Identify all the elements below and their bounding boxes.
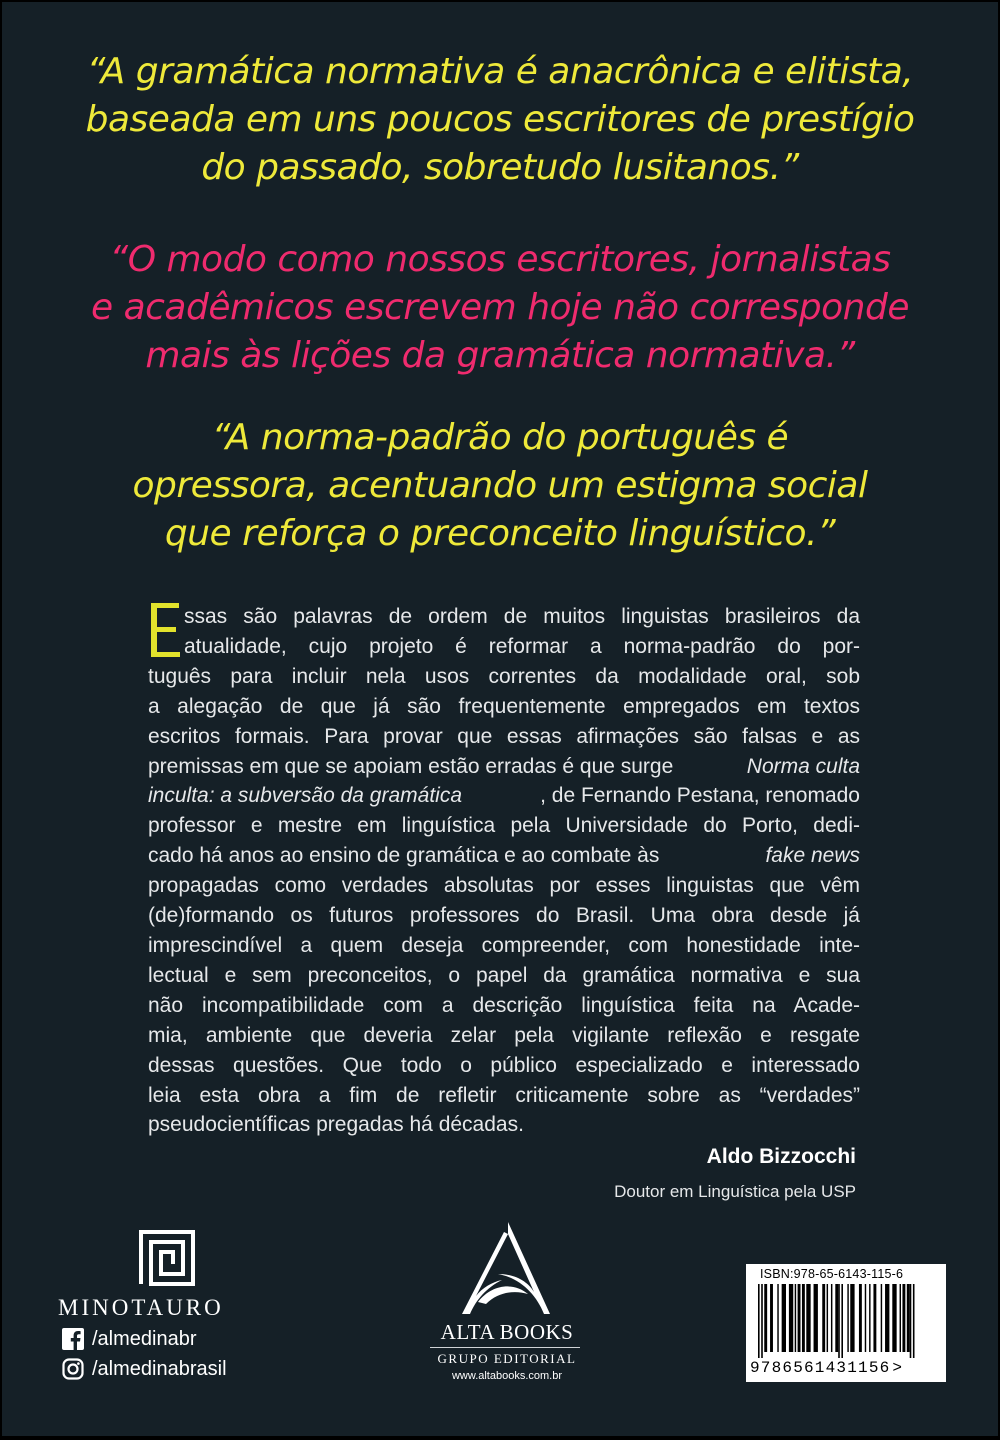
- facebook-icon: [62, 1328, 84, 1350]
- barcode-bar: [847, 1284, 848, 1352]
- barcode-bar: [859, 1284, 862, 1352]
- quote-2-line: mais às lições da gramática normativa.”: [145, 335, 855, 376]
- barcode-bar: [900, 1284, 901, 1352]
- quote-3: [2, 414, 998, 558]
- book-title-italic: Norma culta: [746, 754, 860, 778]
- instagram-icon: [62, 1358, 84, 1380]
- isbn-label: ISBN:978-65-6143-115-6: [760, 1267, 904, 1281]
- blurb-line: não incompatibilidade com a descrição linguística feita na Acade-: [148, 993, 860, 1017]
- barcode-digits: 9786561431156: [750, 1359, 891, 1377]
- blurb-paragraph: [148, 602, 860, 1140]
- divider: [430, 1347, 580, 1348]
- blurb-line: professor e mestre em linguística pela Universidade do Porto, dedi-: [148, 814, 860, 838]
- quote-2: [2, 236, 998, 380]
- barcode-quiet-mark: >: [892, 1359, 904, 1377]
- barcode-bar: [806, 1284, 810, 1352]
- barcode-bar: [798, 1284, 801, 1352]
- blurb-line: tuguês para incluir nela usos correntes da modalidade oral, sob: [148, 664, 860, 688]
- fake-news-italic: fake news: [765, 844, 860, 868]
- blurb-line: dessas questões. Que todo o público especializado e interessado: [148, 1053, 860, 1077]
- blurb-line: [148, 841, 860, 871]
- barcode-bar: [789, 1284, 793, 1352]
- barcode-bar: [802, 1284, 805, 1352]
- barcode-bar: [892, 1284, 896, 1352]
- blurb-line: a alegação de que já são frequentemente empregados em textos: [148, 694, 860, 718]
- barcode-bar: [770, 1284, 773, 1352]
- quote-2-line: “O modo como nossos escritores, jornalistas: [109, 239, 891, 280]
- barcode-guard-bar: [910, 1284, 912, 1358]
- blurb-line: escritos formais. Para provar que essas afirmações são falsas e as: [148, 724, 860, 748]
- barcode-guard-bar: [838, 1284, 840, 1358]
- author-credential: Doutor em Linguística pela USP: [614, 1182, 856, 1201]
- barcode-number: [750, 1359, 944, 1377]
- book-back-cover: [2, 2, 998, 1436]
- barcode-bar: [782, 1284, 786, 1352]
- barcode-bar: [885, 1284, 889, 1352]
- minotauro-labyrinth-icon: [137, 1228, 197, 1288]
- blurb-text: , de Fernando Pestana, renomado: [540, 784, 860, 808]
- quote-3-line: “A norma-padrão do português é: [211, 417, 789, 458]
- minotauro-wordmark: MINOTAURO: [58, 1295, 224, 1320]
- blurb-line: imprescindível a quem deseja compreender, com honestidade inte-: [148, 933, 860, 957]
- blurb-line: ssas são palavras de ordem de muitos linguistas brasileiros da: [184, 605, 860, 628]
- blurb-line: [148, 781, 860, 811]
- barcode: [746, 1264, 946, 1382]
- barcode-bar: [869, 1284, 870, 1352]
- facebook-link[interactable]: [62, 1327, 197, 1351]
- blurb-line: lectual e sem preconceitos, o papel da gramática normativa e sua: [148, 963, 860, 987]
- blurb-line: leia esta obra a fim de refletir criticamente sobre as “verdades”: [148, 1083, 860, 1107]
- svg-text:E: E: [148, 600, 149, 601]
- barcode-bar: [822, 1284, 825, 1352]
- barcode-guard-bar: [913, 1284, 915, 1358]
- instagram-link[interactable]: [62, 1357, 227, 1381]
- barcode-bar: [777, 1284, 778, 1352]
- facebook-handle: /almedinabr: [92, 1327, 197, 1350]
- alta-books-logo-icon: [458, 1220, 552, 1318]
- blurb-line: atualidade, cujo projeto é reformar a norma-padrão do por-: [184, 634, 860, 658]
- quote-1-line: baseada em uns poucos escritores de prestígio: [85, 99, 915, 140]
- barcode-guard-bar: [758, 1284, 760, 1358]
- quote-1: [2, 48, 998, 192]
- blurb-line: [148, 752, 860, 782]
- barcode-bar: [902, 1284, 905, 1352]
- quote-2-line: e acadêmicos escrevem hoje não corresponde: [90, 287, 909, 328]
- barcode-bar: [865, 1284, 866, 1352]
- barcode-bar: [831, 1284, 832, 1352]
- barcode-bar: [873, 1284, 876, 1352]
- quote-3-line: opressora, acentuando um estigma social: [132, 465, 868, 506]
- book-title-italic: inculta: a subversão da gramática: [148, 784, 463, 808]
- instagram-handle: /almedinabrasil: [92, 1357, 227, 1380]
- blurb-line: (de)formando os futuros professores do Brasil. Uma obra desde já: [148, 904, 860, 928]
- barcode-bar: [795, 1284, 796, 1352]
- barcode-bar: [827, 1284, 828, 1352]
- alta-books-subtitle: GRUPO EDITORIAL: [437, 1351, 577, 1366]
- alta-books-wordmark: ALTA BOOKS: [440, 1320, 574, 1344]
- blurb-text: cado há anos ao ensino de gramática e ao combate às: [148, 844, 660, 868]
- alta-books-url: www.altabooks.com.br: [451, 1370, 563, 1382]
- blurb-line: mia, ambiente que deveria zelar pela vigilante reflexão e resgate: [148, 1023, 860, 1047]
- quote-3-line: que reforça o preconceito linguístico.”: [164, 513, 836, 554]
- blurb-line: pseudocientíficas pregadas há décadas.: [148, 1113, 524, 1137]
- barcode-bar: [850, 1284, 854, 1352]
- quote-1-line: do passado, sobretudo lusitanos.”: [201, 147, 799, 188]
- barcode-bar: [764, 1284, 767, 1352]
- barcode-bar: [907, 1284, 910, 1352]
- barcode-guard-bar: [761, 1284, 763, 1358]
- barcode-bar: [835, 1284, 838, 1352]
- barcode-bar: [814, 1284, 818, 1352]
- blurb-text: premissas em que se apoiam estão erradas é que surge: [148, 754, 674, 778]
- blurb-line: propagadas como verdades absolutas por esses linguistas que vêm: [148, 874, 860, 898]
- barcode-bars: [754, 1284, 938, 1358]
- barcode-guard-bar: [841, 1284, 843, 1358]
- quote-1-line: “A gramática normativa é anacrônica e elitista,: [86, 51, 914, 92]
- barcode-bar: [881, 1284, 882, 1352]
- author-name: Aldo Bizzocchi: [706, 1145, 856, 1168]
